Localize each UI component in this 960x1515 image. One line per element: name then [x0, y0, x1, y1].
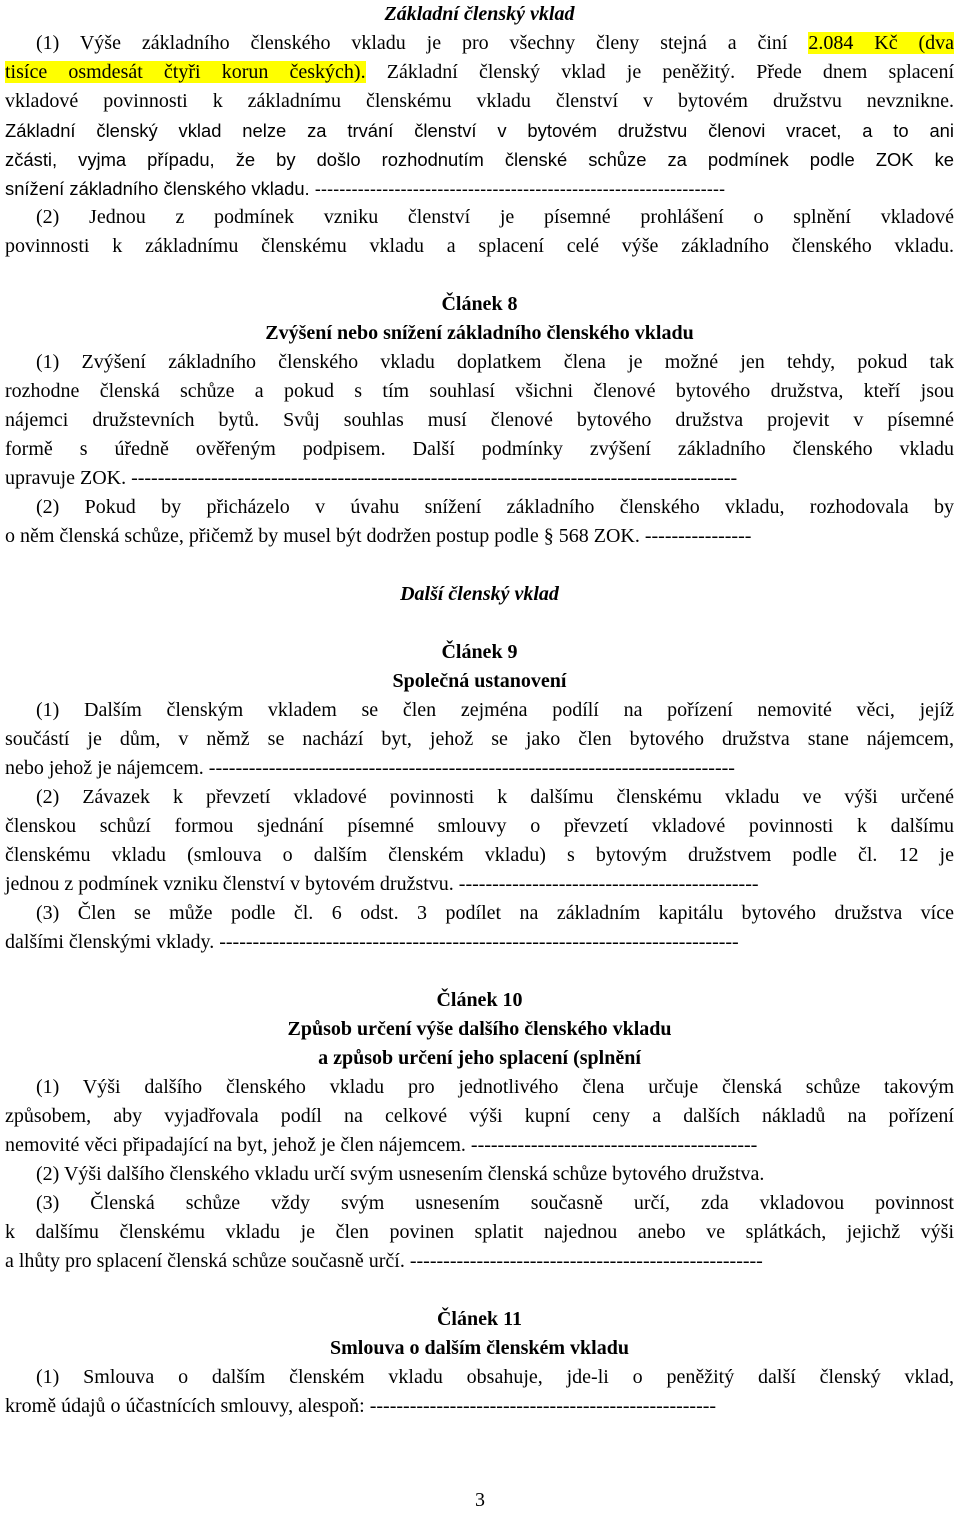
text-line: kromě údajů o účastnících smlouvy, alespoň: ----------------------------------------------------: [5, 1395, 717, 1417]
article-heading-8: Článek 8: [441, 293, 518, 315]
paragraph-basic-deposit-1: [5, 29, 954, 203]
article-heading-10: Článek 10: [436, 989, 523, 1011]
text-line: formě s úředně ověřeným podpisem. Další podmínky zvýšení základního členského vkladu: [5, 438, 954, 460]
paragraph-basic-deposit-2: [5, 203, 954, 261]
text-line: (1) Zvýšení základního členského vkladu doplatkem člena je možné jen tehdy, pokud tak: [36, 351, 954, 373]
page-number: 3: [475, 1489, 485, 1511]
section-title-additional-deposit: Další členský vklad: [400, 583, 559, 605]
text-line: členskou schůzí formou sjednání písemné smlouvy o převzetí vkladové povinnosti k dalšímu: [5, 815, 954, 837]
text-line: (2) Pokud by přicházelo v úvahu snížení základního členského vkladu, rozhodovala by: [36, 496, 954, 518]
text-line: dalšími členskými vklady. ------------------------------------------------------------------------------: [5, 931, 739, 953]
text-line: (2) Výši dalšího členského vkladu určí svým usnesením členská schůze bytového družstva.: [36, 1163, 765, 1185]
text-line: (1) Smlouva o dalším členském vkladu obsahuje, jde-li o peněžitý další členský vklad,: [36, 1366, 954, 1388]
text-line: vkladové povinnosti k základnímu členskému vkladu členství v bytovém družstvu nevznikne.: [5, 90, 954, 112]
article-10-paragraph-1: [5, 1073, 954, 1160]
highlighted-amount: 2.084 Kč (dva: [808, 32, 954, 54]
text-line: nemovité věci připadající na byt, jehož je člen nájemcem. -------------------------------------------: [5, 1134, 758, 1156]
text-line: členskému vkladu (smlouva o dalším členském vkladu) s bytovým družstvem podle čl. 12 je: [5, 844, 954, 866]
text-line: k dalšímu členskému vkladu je člen povinen splatit najednou anebo ve splátkách, jejichž výši: [5, 1221, 954, 1243]
article-heading-11: Článek 11: [436, 1308, 523, 1330]
article-11-paragraph-1: [5, 1363, 954, 1421]
text-line: (3) Člen se může podle čl. 6 odst. 3 podílet na základním kapitálu bytového družstva více: [36, 902, 954, 924]
article-10-paragraph-3: [5, 1189, 954, 1276]
highlighted-amount-words: tisíce osmdesát čtyři korun českých).: [5, 61, 366, 83]
article-title-10-line-1: Způsob určení výše dalšího členského vkladu: [287, 1018, 672, 1040]
article-title-11: Smlouva o dalším členském vkladu: [330, 1337, 629, 1359]
text-line: rozhodne členská schůze a pokud s tím souhlasí všichni členové bytového družstva, kteří jsou: [5, 380, 954, 402]
text-line: upravuje ZOK. -------------------------------------------------------------------------------------------: [5, 467, 738, 489]
text-line: tisíce osmdesát čtyři korun českých). Základní členský vklad je peněžitý. Přede dnem splacení: [5, 61, 954, 83]
article-title-9: Společná ustanovení: [392, 670, 567, 692]
article-8-paragraph-2: [5, 493, 954, 551]
text-line: (3) Členská schůze vždy svým usnesením současně určí, zda vkladovou povinnost: [36, 1192, 954, 1214]
article-10-paragraph-2: [5, 1160, 954, 1189]
article-9-paragraph-3: [5, 899, 954, 957]
article-9-paragraph-1: [5, 696, 954, 783]
text-line: a lhůty pro splacení členská schůze současně určí. -----------------------------------------------------: [5, 1250, 763, 1272]
text-line: součástí je dům, v němž se nachází byt, jehož se jako člen bytového družstva stane nájemcem,: [5, 728, 954, 750]
text-line: povinnosti k základnímu členskému vkladu a splacení celé výše základního členského vkladu.: [5, 235, 954, 257]
article-title-8: Zvýšení nebo snížení základního členského vkladu: [265, 322, 694, 344]
article-9-paragraph-2: [5, 783, 954, 899]
text-line: Základní členský vklad nelze za trvání členství v bytovém družstvu členovi vracet, a to ani: [5, 120, 954, 141]
text-line: (1) Výše základního členského vkladu je pro všechny členy stejná a činí 2.084 Kč (dva: [36, 32, 954, 54]
text-line: (1) Dalším členským vkladem se člen zejména podílí na pořízení nemovité věci, jejíž: [36, 699, 954, 721]
text-line: způsobem, aby vyjadřovala podíl na celkové výši kupní ceny a dalších nákladů na pořízení: [5, 1105, 954, 1127]
text-line: zčásti, vyjma případu, že by došlo rozhodnutím členské schůze za podmínek podle ZOK ke: [5, 149, 954, 170]
section-title-basic-deposit: Základní členský vklad: [384, 3, 575, 25]
text-line: nájemci družstevních bytů. Svůj souhlas musí členové bytového družstva projevit v písemné: [5, 409, 954, 431]
text-line: (2) Závazek k převzetí vkladové povinnosti k dalšímu členskému vkladu ve výši určené: [36, 786, 954, 808]
text-line: (2) Jednou z podmínek vzniku členství je písemné prohlášení o splnění vkladové: [36, 206, 954, 228]
article-title-10-line-2: a způsob určení jeho splacení (splnění: [318, 1047, 641, 1069]
text-line: snížení základního členského vkladu. -------------------------------------------------------------------: [5, 178, 726, 199]
text-line: nebo jehož je nájemcem. -------------------------------------------------------------------------------: [5, 757, 735, 779]
article-8-paragraph-1: [5, 348, 954, 493]
text-line: jednou z podmínek vzniku členství v bytovém družstvu. ---------------------------------------------: [5, 873, 759, 895]
text-line: (1) Výši dalšího členského vkladu pro jednotlivého člena určuje členská schůze takovým: [36, 1076, 954, 1098]
text-line: o něm členská schůze, přičemž by musel být dodržen postup podle § 568 ZOK. ----------------: [5, 525, 752, 547]
article-heading-9: Článek 9: [441, 641, 518, 663]
